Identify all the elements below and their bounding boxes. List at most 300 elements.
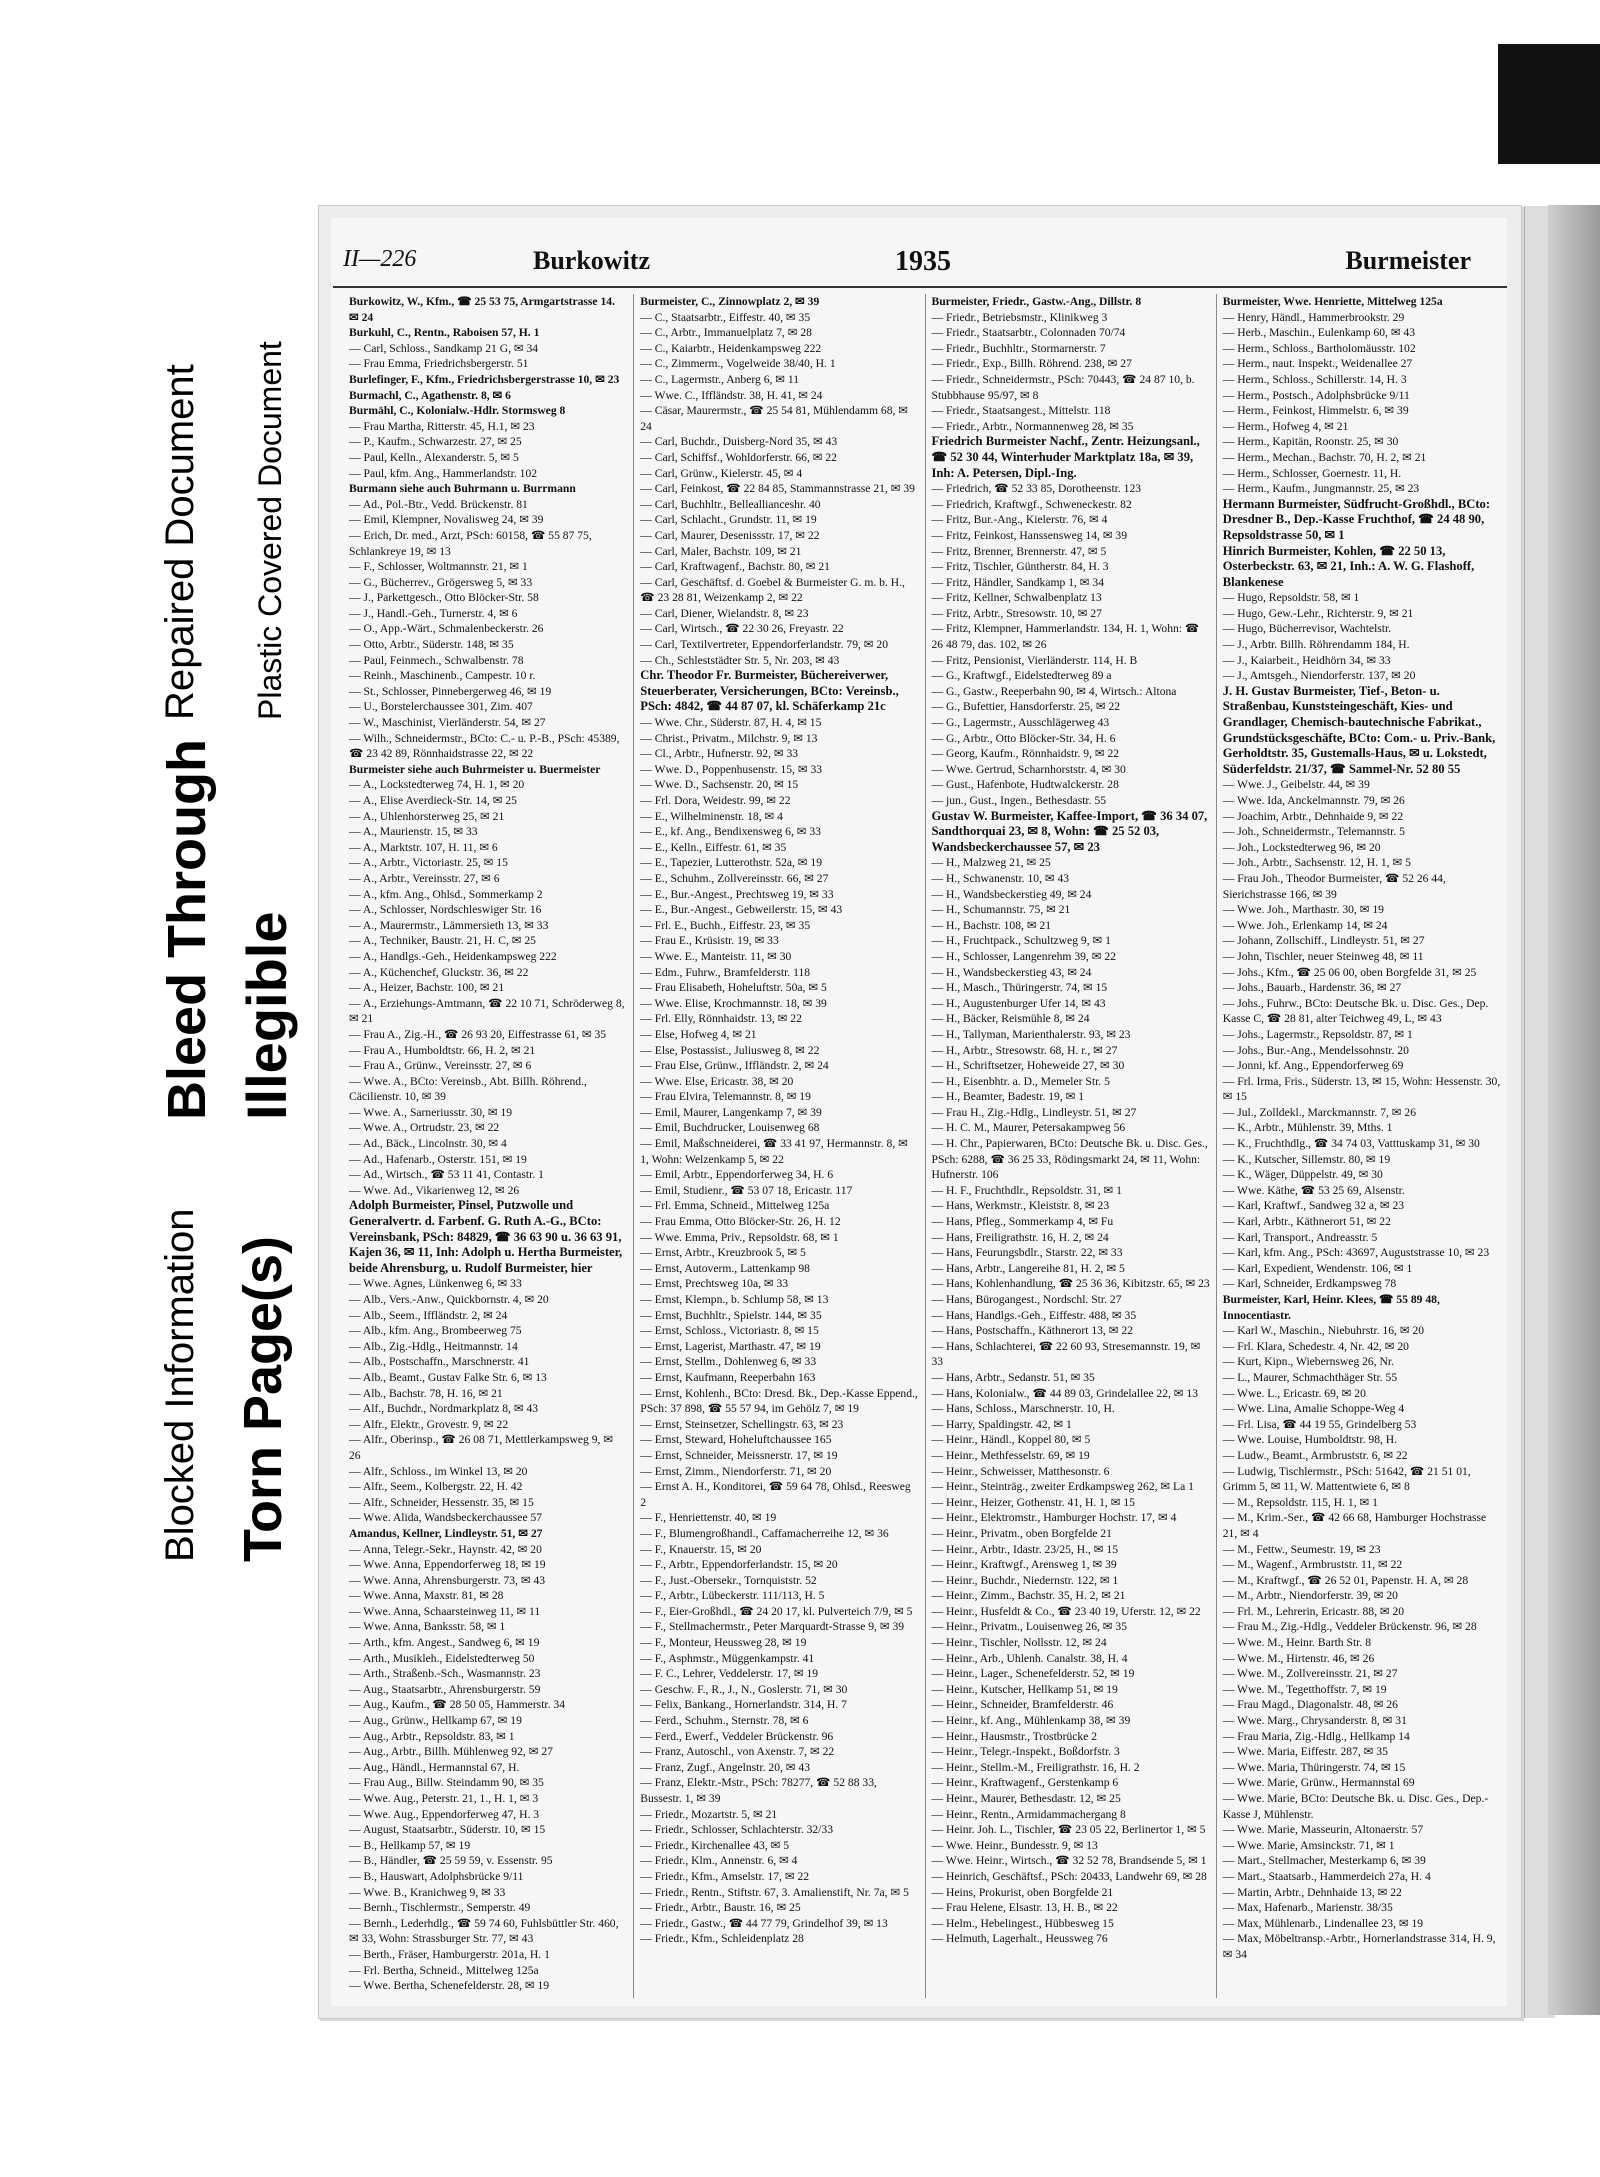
directory-entry: — Heinr., Stellm.-M., Freiligrathstr. 16, H. 2	[931, 1760, 1140, 1774]
directory-entry: — H., Schumannstr. 75, ✉ 21	[931, 903, 1071, 917]
directory-entry: — Hans, Feurungsbdlr., Starstr. 22, ✉ 33	[931, 1246, 1123, 1260]
directory-entry: Burkowitz, W., Kfm., ☎ 25 53 75, Armgartstrasse 14. ✉ 24	[349, 295, 615, 324]
directory-entry: — Carl, Diener, Wielandstr. 8, ✉ 23	[640, 606, 809, 620]
directory-entry: — Frau E., Krüsistr. 19, ✉ 33	[640, 934, 779, 948]
directory-entry: — H., Malzweg 21, ✉ 25	[931, 856, 1051, 870]
directory-entry: — Fritz, Arbtr., Stresowstr. 10, ✉ 27	[931, 606, 1102, 620]
directory-entry: — J., Amtsgeh., Niendorferstr. 137, ✉ 20	[1222, 669, 1416, 683]
directory-entry: — Frl. Emma, Schneid., Mittelweg 125a	[640, 1199, 830, 1213]
directory-entry: — Frau A., Grünw., Vereinsstr. 27, ✉ 6	[349, 1059, 532, 1073]
directory-entry: — Heinr., Privatm., Louisenweg 26, ✉ 35	[931, 1620, 1128, 1634]
directory-entry: — Frau Aug., Billw. Steindamm 90, ✉ 35	[349, 1776, 544, 1790]
directory-page	[318, 205, 1522, 2019]
directory-entry: — F., Blumengroßhandl., Caffamacherreihe 12, ✉ 36	[640, 1526, 889, 1540]
directory-entry: — Heinr., Maurer, Bethesdastr. 12, ✉ 25	[931, 1792, 1121, 1805]
directory-entry: — Ernst A. H., Konditorei, ☎ 59 64 78, Ohlsd., Reesweg 2	[640, 1480, 911, 1509]
directory-entry: — Jul., Zolldekl., Marckmannstr. 7, ✉ 26	[1222, 1105, 1417, 1119]
directory-entry: — Heinr., kf. Ang., Mühlenkamp 38, ✉ 39	[931, 1714, 1131, 1728]
directory-entry: — Heinr., Privatm., oben Borgfelde 21	[931, 1526, 1112, 1540]
directory-entry: — A., Maurermstr., Lämmersieth 13, ✉ 33	[349, 918, 549, 932]
directory-entry: — Wwe. A., Ortrudstr. 23, ✉ 22	[349, 1121, 500, 1135]
directory-entry: — Frau H., Zig.-Hdlg., Lindleystr. 51, ✉ 27	[931, 1105, 1137, 1119]
directory-entry: — Wwe. M., Tegetthoffstr. 7, ✉ 19	[1222, 1682, 1387, 1696]
directory-entry: — K., Kutscher, Sillemstr. 80, ✉ 19	[1222, 1152, 1391, 1166]
directory-entry: — F., Arbtr., Eppendorferlandstr. 15, ✉ 20	[640, 1558, 838, 1572]
directory-entry: — Heinr., Telegr.-Inspekt., Boßdorfstr. 3	[931, 1745, 1120, 1759]
directory-entry: — E., Kelln., Eiffestr. 61, ✉ 35	[640, 840, 787, 854]
directory-entry: — Wwe. Anna, Eppendorferweg 18, ✉ 19	[349, 1558, 546, 1572]
directory-entry: — Wwe. Elise, Krochmannstr. 18, ✉ 39	[640, 996, 827, 1010]
directory-entry: — Frau Helene, Elsastr. 13, H. B., ✉ 22	[931, 1901, 1118, 1915]
directory-entry: — A., Uhlenhorsterweg 25, ✉ 21	[349, 809, 505, 823]
directory-entry: — Alb., Beamt., Gustav Falke Str. 6, ✉ 13	[349, 1370, 547, 1384]
directory-entry: — Frau Else, Grünw., Iffländstr. 2, ✉ 24	[640, 1059, 829, 1073]
directory-entry: — Alfr., Schneider, Hessenstr. 35, ✉ 15	[349, 1495, 534, 1509]
directory-entry: — Helm., Hebelingest., Hübbesweg 15	[931, 1916, 1114, 1930]
directory-entry: — Paul, kfm. Ang., Hammerlandstr. 102	[349, 466, 538, 480]
directory-entry: — Alfr., Oberinsp., ☎ 26 08 71, Mettlerkampsweg 9, ✉ 26	[349, 1433, 614, 1462]
directory-entry: — Herm., Mechan., Bachstr. 70, H. 2, ✉ 21	[1222, 450, 1427, 464]
directory-entry: — A., Küchenchef, Gluckstr. 36, ✉ 22	[349, 965, 529, 979]
directory-entry: — Hans, Bürogangest., Nordschl. Str. 27	[931, 1293, 1122, 1306]
directory-entry: — Fritz, Klempner, Hammerlandstr. 134, H. 1, Wohn: ☎ 26 48 79, das. 102, ✉ 26	[931, 622, 1200, 652]
directory-entry: — jun., Gust., Ingen., Bethesdastr. 55	[931, 794, 1107, 807]
directory-entry: Burkuhl, C., Rentn., Raboisen 57, H. 1	[349, 326, 540, 340]
directory-entry: — Christ., Privatm., Milchstr. 9, ✉ 13	[640, 731, 818, 745]
directory-entry: — Anna, Telegr.-Sekr., Haynstr. 42, ✉ 20	[349, 1542, 542, 1556]
page-reference: II—226	[343, 246, 417, 272]
directory-entry: — Karl, Schneider, Erdkampsweg 78	[1222, 1277, 1397, 1291]
directory-entry: — Heinr., Schneider, Bramfelderstr. 46	[931, 1698, 1114, 1712]
directory-entry: — Friedr., Schlosser, Schlachterstr. 32/33	[640, 1823, 833, 1837]
side-label-repaired-document: Repaired Document	[158, 364, 202, 720]
directory-entry: — John, Tischler, neuer Steinweg 48, ✉ 11	[1222, 949, 1424, 963]
directory-entry: — Hans, Schloss., Marschnerstr. 10, H.	[931, 1402, 1115, 1416]
side-label-plastic-covered-document: Plastic Covered Document	[252, 341, 288, 720]
directory-entry: — A., Heizer, Bachstr. 100, ✉ 21	[349, 981, 505, 995]
directory-entry: — Heinr., Husfeldt & Co., ☎ 23 40 19, Uferstr. 12, ✉ 22	[931, 1604, 1201, 1618]
directory-entry: — Franz, Autoschl., von Axenstr. 7, ✉ 22	[640, 1745, 835, 1759]
directory-entry: — Ernst, Steward, Hoheluftchaussee 165	[640, 1433, 832, 1447]
directory-entry: — Wwe. Lina, Amalie Schoppe-Weg 4	[1222, 1402, 1405, 1416]
directory-entry: — Frl. E., Buchh., Eiffestr. 23, ✉ 35	[640, 918, 811, 932]
directory-entry: — Harry, Spaldingstr. 42, ✉ 1	[931, 1417, 1072, 1431]
directory-entry: — Erich, Dr. med., Arzt, PSch: 60158, ☎ 55 87 75, Schlankreye 19, ✉ 13	[349, 528, 592, 558]
directory-entry: — Frau A., Humboldtstr. 66, H. 2, ✉ 21	[349, 1043, 536, 1057]
directory-entry: — F. C., Lehrer, Veddelerstr. 17, ✉ 19	[640, 1667, 819, 1681]
directory-entry: — Friedr., Rentn., Stiftstr. 67, 3. Amalienstift, Nr. 7a, ✉ 5	[640, 1885, 909, 1899]
directory-entry: — Fritz, Bur.-Ang., Kielerstr. 76, ✉ 4	[931, 513, 1108, 527]
directory-entry: — Max, Hafenarb., Marienstr. 38/35	[1222, 1901, 1393, 1915]
directory-entry: — Wwe. Maria, Eiffestr. 287, ✉ 35	[1222, 1745, 1388, 1759]
scan-dark-edge	[1548, 205, 1600, 2015]
directory-entry: — Heinrich, Geschäftsf., PSch: 20433, Landwehr 69, ✉ 28	[931, 1869, 1207, 1883]
directory-entry: — Berth., Fräser, Hamburgerstr. 201a, H. 1	[349, 1947, 550, 1961]
directory-entry: — Wwe. Marg., Chrysanderstr. 8, ✉ 31	[1222, 1714, 1407, 1728]
header-first-name: Burkowitz	[533, 246, 650, 275]
directory-entry: — Ad., Bäck., Lincolnstr. 30, ✉ 4	[349, 1137, 507, 1151]
directory-entry: — Karl, Expedient, Wendenstr. 106, ✉ 1	[1222, 1261, 1413, 1275]
directory-column-4	[1217, 294, 1507, 1998]
directory-entry: — Wwe. M., Hirtenstr. 46, ✉ 26	[1222, 1651, 1375, 1665]
directory-entry: — Friedr., Kfm., Schleidenplatz 28	[640, 1932, 804, 1946]
directory-entry: — Else, Postassist., Juliusweg 8, ✉ 22	[640, 1043, 820, 1057]
directory-entry: — Arth., kfm. Angest., Sandweg 6, ✉ 19	[349, 1636, 540, 1650]
directory-entry: — Heinr., Schweisser, Matthesonstr. 6	[931, 1464, 1110, 1478]
directory-entry: — Bernh., Lederhdlg., ☎ 59 74 60, Fuhlsbüttler Str. 460, ✉ 33, Wohn: Strassburger Str. 77, ✉ 43	[349, 1916, 619, 1946]
directory-entry: — C., Arbtr., Immanuelplatz 7, ✉ 28	[640, 326, 812, 340]
directory-entry: — F., Schlosser, Woltmannstr. 21, ✉ 1	[349, 560, 528, 574]
directory-entry: — Frau Emma, Friedrichsbergerstr. 51	[349, 357, 529, 371]
directory-entry: — H. F., Fruchthdlr., Repsoldstr. 31, ✉ 1	[931, 1183, 1122, 1197]
directory-entry: — F., Knauerstr. 15, ✉ 20	[640, 1542, 762, 1556]
directory-entry: — Carl, Schloss., Sandkamp 21 G, ✉ 34	[349, 341, 539, 355]
directory-entry: — Hans, Pfleg., Sommerkamp 4, ✉ Fu	[931, 1215, 1114, 1229]
directory-entry: — Fritz, Feinkost, Hanssensweg 14, ✉ 39	[931, 528, 1128, 542]
directory-entry: — H., Bachstr. 108, ✉ 21	[931, 918, 1052, 932]
directory-entry: — Heinr., Buchdr., Niedernstr. 122, ✉ 1	[931, 1573, 1119, 1587]
directory-entry: — Helmuth, Lagerhalt., Heussweg 76	[931, 1932, 1108, 1946]
directory-entry: — Wwe. Marie, Amsinckstr. 71, ✉ 1	[1222, 1838, 1395, 1852]
directory-entry: — A., Arbtr., Vereinsstr. 27, ✉ 6	[349, 871, 500, 885]
directory-entry: — H., Masch., Thüringerstr. 74, ✉ 15	[931, 981, 1108, 995]
directory-entry: — Ernst, Klempn., b. Schlump 58, ✉ 13	[640, 1293, 829, 1306]
directory-entry: — J., Arbtr. Billh. Röhrendamm 184, H.	[1222, 638, 1410, 652]
directory-entry: — Alb., Vers.-Anw., Quickbornstr. 4, ✉ 20	[349, 1293, 549, 1306]
directory-entry: Amandus, Kellner, Lindleystr. 51, ✉ 27	[349, 1526, 543, 1540]
directory-entry: J. H. Gustav Burmeister, Tief-, Beton- u. Straßenbau, Kunststeingeschäft, Kies- und Grandlager, Chemisch-bautechnische Fabrikat., Grundstücksgeschäfte, BCto: Com.- u. Priv.-Bank, Gerholdtstr. 35, Gustemalls-Haus, ✉ u. Lokstedt, Süderfeldstr. 21/37, ☎ Sammel-Nr. 52 80 55	[1222, 683, 1496, 776]
directory-entry: — A., Marktstr. 107, H. 11, ✉ 6	[349, 840, 498, 854]
directory-entry: — Ad., Wirtsch., ☎ 53 11 41, Contastr. 1	[349, 1168, 544, 1182]
directory-entry: — Frl. Lisa, ☎ 44 19 55, Grindelberg 53	[1222, 1417, 1417, 1431]
directory-entry: — Arth., Straßenb.-Sch., Wasmannstr. 23	[349, 1667, 541, 1681]
directory-entry: — Fritz, Händler, Sandkamp 1, ✉ 34	[931, 575, 1105, 589]
directory-entry: — Wwe. Else, Ericastr. 38, ✉ 20	[640, 1074, 794, 1088]
directory-entry: — Wwe. Chr., Süderstr. 87, H. 4, ✉ 15	[640, 716, 822, 730]
directory-entry: — G., Bücherrev., Grögersweg 5, ✉ 33	[349, 575, 533, 589]
directory-entry: — Ch., Schleststädter Str. 5, Nr. 203, ✉ 43	[640, 653, 840, 667]
directory-entry: — Georg, Kaufm., Rönnhaidstr. 9, ✉ 22	[931, 747, 1120, 761]
directory-entry: — Wwe. Heinr., Bundesstr. 9, ✉ 13	[931, 1838, 1098, 1852]
directory-entry: — Wwe. Marie, Masseurin, Altonaerstr. 57	[1222, 1823, 1424, 1837]
directory-entry: — Johs., Lagermstr., Repsoldstr. 87, ✉ 1	[1222, 1027, 1413, 1041]
directory-entry: — Edm., Fuhrw., Bramfelderstr. 118	[640, 965, 811, 979]
directory-entry: — L., Maurer, Schmachthäger Str. 55	[1222, 1370, 1398, 1384]
directory-entry: — B., Hellkamp 57, ✉ 19	[349, 1838, 471, 1852]
directory-entry: — Ernst, Zimm., Niendorferstr. 71, ✉ 20	[640, 1464, 832, 1478]
directory-entry: — Friedr., Klm., Annenstr. 6, ✉ 4	[640, 1854, 798, 1868]
directory-entry: — C., Zimmerm., Vogelweide 38/40, H. 1	[640, 357, 836, 371]
directory-entry: — Carl, Grünw., Kielerstr. 45, ✉ 4	[640, 466, 803, 480]
directory-entry: — J., Parkettgesch., Otto Blöcker-Str. 58	[349, 591, 539, 605]
directory-entry: — Wwe. L., Ericastr. 69, ✉ 20	[1222, 1386, 1366, 1400]
directory-entry: — Karl, Kraftwf., Sandweg 32 a, ✉ 23	[1222, 1199, 1405, 1213]
directory-entry: — Joachim, Arbtr., Dehnhaide 9, ✉ 22	[1222, 809, 1404, 823]
directory-entry: — Frau Elisabeth, Hoheluftstr. 50a, ✉ 5	[640, 981, 827, 995]
directory-entry: — Ad., Pol.-Btr., Vedd. Brückenstr. 81	[349, 497, 528, 511]
directory-entry: — Wwe. A., Sarneriusstr. 30, ✉ 19	[349, 1105, 513, 1119]
directory-entry: — Aug., Arbtr., Billh. Mühlenweg 92, ✉ 27	[349, 1745, 553, 1759]
directory-entry: — Alb., Postschaffn., Marschnerstr. 41	[349, 1355, 530, 1369]
directory-entry: — G., Kraftwgf., Eidelstedterweg 89 a	[931, 669, 1112, 683]
side-label-blocked-information: Blocked Information	[158, 1208, 202, 1562]
directory-entry: — Hans, Werkmstr., Kleiststr. 8, ✉ 23	[931, 1199, 1110, 1213]
directory-entry: — H., Fruchtpack., Schultzweg 9, ✉ 1	[931, 934, 1111, 948]
directory-entry: Burmeister siehe auch Buhrmeister u. Buermeister	[349, 762, 601, 776]
directory-column-1	[343, 294, 634, 1998]
directory-entry: — Carl, Textilvertreter, Eppendorferlandstr. 79, ✉ 20	[640, 638, 889, 652]
header-divider	[333, 286, 1507, 288]
directory-entry: — Heinr., Arbtr., Idastr. 23/25, H., ✉ 15	[931, 1542, 1119, 1556]
directory-entry: — Heinr., Hausmstr., Trostbrücke 2	[931, 1729, 1098, 1743]
directory-entry: — Alb., kfm. Ang., Brombeerweg 75	[349, 1324, 522, 1338]
directory-entry: — H., Augustenburger Ufer 14, ✉ 43	[931, 996, 1106, 1010]
directory-entry: — Heinr., Elektromstr., Hamburger Hochstr. 17, ✉ 4	[931, 1511, 1177, 1525]
directory-entry: — Heinr., Methfesselstr. 69, ✉ 19	[931, 1448, 1090, 1462]
directory-entry: — Paul, Kelln., Alexanderstr. 5, ✉ 5	[349, 450, 519, 464]
directory-entry: — H., Bäcker, Reismühle 8, ✉ 24	[931, 1012, 1090, 1026]
directory-entry: — Wwe. Ida, Anckelmannstr. 79, ✉ 26	[1222, 794, 1405, 807]
directory-entry: — Friedr., Schneidermstr., PSch: 70443, ☎ 24 87 10, b. Stubbhause 95/97, ✉ 8	[931, 372, 1195, 402]
directory-entry: — Frau Joh., Theodor Burmeister, ☎ 52 26 44, Sierichstrasse 166, ✉ 39	[1222, 871, 1446, 901]
directory-entry: — Ernst, Buchhltr., Spielstr. 144, ✉ 35	[640, 1308, 822, 1322]
directory-entry: — J., Kaiarbeit., Heidhörn 34, ✉ 33	[1222, 653, 1391, 667]
directory-entry: — Otto, Arbtr., Süderstr. 148, ✉ 35	[349, 638, 514, 652]
directory-entry: — Carl, Buchhltr., Belleallianceshr. 40	[640, 497, 821, 511]
directory-entry: — Carl, Kraftwagenf., Bachstr. 80, ✉ 21	[640, 560, 830, 574]
directory-entry: — A., Lockstedterweg 74, H. 1, ✉ 20	[349, 778, 525, 792]
directory-entry: — Frau Emma, Otto Blöcker-Str. 26, H. 12	[640, 1215, 841, 1229]
directory-entry: — A., Techniker, Baustr. 21, H. C, ✉ 25	[349, 934, 536, 948]
directory-entry: — B., Hauswart, Adolphsbrücke 9/11	[349, 1869, 524, 1883]
directory-entry: — Wwe. Joh., Marthastr. 30, ✉ 19	[1222, 903, 1384, 917]
directory-entry: — Ernst, Schloss., Victoriastr. 8, ✉ 15	[640, 1324, 819, 1338]
directory-entry: — Alf., Buchdr., Nordmarkplatz 8, ✉ 43	[349, 1402, 539, 1416]
directory-entry: — G., Arbtr., Otto Blöcker-Str. 34, H. 6	[931, 731, 1116, 745]
directory-entry: — Mart., Staatsarb., Hammerdeich 27a, H. 4	[1222, 1869, 1431, 1883]
directory-entry: — H., Schwanenstr. 10, ✉ 43	[931, 871, 1070, 885]
directory-entry: — Herm., naut. Inspekt., Weidenallee 27	[1222, 357, 1413, 371]
directory-entry: — St., Schlosser, Pinnebergerweg 46, ✉ 19	[349, 684, 552, 698]
directory-entry: — Friedr., Mozartstr. 5, ✉ 21	[640, 1807, 778, 1821]
directory-entry: — Ernst, Prechtsweg 10a, ✉ 33	[640, 1277, 789, 1291]
directory-entry: — Johs., Bur.-Ang., Mendelssohnstr. 20	[1222, 1043, 1409, 1057]
directory-entry: Burmann siehe auch Buhrmann u. Burrmann	[349, 482, 576, 496]
directory-entry: — G., Gastw., Reeperbahn 90, ✉ 4, Wirtsch.: Altona	[931, 684, 1177, 698]
directory-entry: — Hans, Postschaffn., Käthnerort 13, ✉ 22	[931, 1324, 1133, 1338]
directory-entry: — Karl, kfm. Ang., PSch: 43697, Auguststrasse 10, ✉ 23	[1222, 1246, 1490, 1260]
directory-entry: — Herm., Hofweg 4, ✉ 21	[1222, 419, 1349, 433]
directory-entry: Burlefinger, F., Kfm., Friedrichsbergerstrasse 10, ✉ 23	[349, 372, 620, 386]
directory-entry: Chr. Theodor Fr. Burmeister, Büchereiverwer, Steuerberater, Versicherungen, BCto: Vereinsb., PSch: 4842, ☎ 44 87 07, kl. Schäferkamp 21c	[640, 668, 899, 714]
directory-entry: — Ferd., Ewerf., Veddeler Brückenstr. 96	[640, 1729, 834, 1743]
directory-entry: — H., Wandsbeckerstieg 49, ✉ 24	[931, 887, 1092, 901]
directory-entry: — Friedr., Betriebsmstr., Klinikweg 3	[931, 310, 1108, 324]
directory-entry: — Kurt, Kipn., Wiebernsweg 26, Nr.	[1222, 1355, 1395, 1369]
directory-entry: — Emil, Studienr., ☎ 53 07 18, Ericastr. 117	[640, 1183, 853, 1197]
directory-entry: — H., Beamter, Badestr. 19, ✉ 1	[931, 1090, 1085, 1104]
directory-entry: — E., Tapezier, Lutterothstr. 52a, ✉ 19	[640, 856, 823, 870]
directory-entry: — Johs., Fuhrw., BCto: Deutsche Bk. u. Disc. Ges., Dep. Kasse C, ☎ 28 81, alter Teichweg 49, L, ✉ 43	[1222, 996, 1489, 1026]
directory-entry: — F., Monteur, Heussweg 28, ✉ 19	[640, 1636, 807, 1650]
directory-entry: — Friedr., Kirchenallee 43, ✉ 5	[640, 1838, 790, 1852]
directory-entry: Hermann Burmeister, Südfrucht-Großhdl., BCto: Dresdner B., Dep.-Kasse Fruchthof, ☎ 24 48 90, Repsoldstrasse 50, ✉ 1	[1222, 496, 1491, 542]
directory-entry: Burmeister, Karl, Heinr. Klees, ☎ 55 89 48, Innocentiastr.	[1222, 1293, 1440, 1322]
directory-entry: — Ernst, Autoverm., Lattenkamp 98	[640, 1261, 810, 1275]
directory-entry: Gustav W. Burmeister, Kaffee-Import, ☎ 36 34 07, Sandthorquai 23, ✉ 8, Wohn: ☎ 25 52 03, Wandsbeckerchaussee 57, ✉ 23	[931, 808, 1208, 854]
directory-entry: — Herm., Kapitän, Roonstr. 25, ✉ 30	[1222, 435, 1399, 449]
directory-entry: — Hugo, Gew.-Lehr., Richterstr. 9, ✉ 21	[1222, 606, 1414, 620]
directory-entry: — Wwe. Anna, Banksstr. 58, ✉ 1	[349, 1620, 506, 1634]
directory-entry: — Hans, Kolonialw., ☎ 44 89 03, Grindelallee 22, ✉ 13	[931, 1386, 1199, 1400]
directory-entry: — Wwe. D., Poppenhusenstr. 15, ✉ 33	[640, 762, 823, 776]
directory-entry: — Wwe. C., Iffländstr. 38, H. 41, ✉ 24	[640, 388, 823, 402]
directory-entry: — Friedr., Kfm., Amselstr. 17, ✉ 22	[640, 1869, 810, 1883]
directory-entry: — Heinr., Rentn., Armidammachergang 8	[931, 1807, 1126, 1821]
directory-entry: — Heinr., Steinträg., zweiter Erdkampsweg 262, ✉ La 1	[931, 1480, 1194, 1494]
directory-entry: — Frau Martha, Ritterstr. 45, H.1, ✉ 23	[349, 419, 535, 433]
directory-entry: — J., Handl.-Geh., Turnerstr. 4, ✉ 6	[349, 606, 518, 620]
directory-entry: — Frau Maria, Zig.-Hdlg., Hellkamp 14	[1222, 1729, 1410, 1743]
directory-entry: — Hans, Freiligrathstr. 16, H. 2, ✉ 24	[931, 1230, 1109, 1244]
directory-entry: — Hugo, Bücherrevisor, Wachtelstr.	[1222, 622, 1392, 636]
directory-entry: — Wwe. Heinr., Wirtsch., ☎ 32 52 78, Brandsende 5, ✉ 1	[931, 1854, 1207, 1868]
directory-entry: Friedrich Burmeister Nachf., Zentr. Heizungsanl., ☎ 52 30 44, Winterhuder Marktplatz 18a, ✉ 39, Inh: A. Petersen, Dipl.-Ing.	[931, 434, 1200, 480]
directory-entry: — Friedr., Staatsangest., Mittelstr. 118	[931, 404, 1111, 418]
directory-entry: — Ernst, Kaufmann, Reeperbahn 163	[640, 1370, 816, 1384]
directory-entry: — M., Krim.-Ser., ☎ 42 66 68, Hamburger Hochstrasse 21, ✉ 4	[1222, 1511, 1487, 1540]
directory-entry: — Frl. Klara, Schedestr. 4, Nr. 42, ✉ 20	[1222, 1339, 1409, 1353]
directory-entry: — Jonni, kf. Ang., Eppendorferweg 69	[1222, 1059, 1404, 1073]
directory-entry: — A., Maurienstr. 15, ✉ 33	[349, 825, 478, 839]
directory-entry: — Ernst, Schneider, Meissnerstr. 17, ✉ 19	[640, 1448, 838, 1462]
directory-entry: — C., Lagermstr., Anberg 6, ✉ 11	[640, 372, 800, 386]
directory-entry: — Paul, Feinmech., Schwalbenstr. 78	[349, 653, 524, 667]
directory-entry: — Wwe. Anna, Ahrensburgerstr. 73, ✉ 43	[349, 1573, 546, 1587]
directory-entry: — Friedr., Gastw., ☎ 44 77 79, Grindelhof 39, ✉ 13	[640, 1916, 888, 1930]
directory-entry: — Herm., Kaufm., Jungmannstr. 25, ✉ 23	[1222, 482, 1420, 496]
directory-entry: — Felix, Bankang., Hornerlandstr. 314, H. 7	[640, 1698, 847, 1712]
directory-entry: — Frau A., Zig.-H., ☎ 26 93 20, Eiffestrasse 61, ✉ 35	[349, 1027, 607, 1041]
directory-entry: — M., Kraftwgf., ☎ 26 52 01, Papenstr. H. A, ✉ 28	[1222, 1573, 1469, 1587]
directory-entry: Burmeister, C., Zinnowplatz 2, ✉ 39	[640, 295, 820, 308]
directory-entry: — H., Schriftsetzer, Hoheweide 27, ✉ 30	[931, 1059, 1125, 1073]
directory-entry: — K., Wäger, Düppelstr. 49, ✉ 30	[1222, 1168, 1383, 1182]
directory-entry: — F., Arbtr., Lübeckerstr. 111/113, H. 5	[640, 1589, 825, 1603]
directory-entry: — Alb., Seem., Iffländstr. 2, ✉ 24	[349, 1308, 508, 1322]
directory-entry: — Frau Elvira, Telemannstr. 8, ✉ 19	[640, 1090, 811, 1104]
directory-entry: — Martin, Arbtr., Dehnhaide 13, ✉ 22	[1222, 1885, 1402, 1899]
directory-entry: — Fritz, Kellner, Schwalbenplatz 13	[931, 591, 1102, 605]
directory-entry: — Johann, Zollschiff., Lindleystr. 51, ✉ 27	[1222, 934, 1425, 948]
directory-entry: — H. Chr., Papierwaren, BCto: Deutsche Bk. u. Disc. Ges., PSch: 6288, ☎ 36 25 33, Rödingsmarkt 24, ✉ 11, Wohn: Hufnerstr. 106	[931, 1137, 1208, 1182]
directory-entry: — E., kf. Ang., Bendixensweg 6, ✉ 33	[640, 825, 821, 839]
directory-entry: — B., Händler, ☎ 25 59 59, v. Essenstr. 95	[349, 1854, 553, 1868]
directory-entry: — Friedr., Buchhltr., Stormarnerstr. 7	[931, 341, 1106, 355]
directory-column-3	[926, 294, 1217, 1998]
directory-entry: — Ludwig, Tischlermstr., PSch: 51642, ☎ 21 51 01, Grimm 5, ✉ 11, W. Mattentwiete 6, ✉ 8	[1222, 1464, 1471, 1494]
directory-entry: — Friedr., Arbtr., Baustr. 16, ✉ 25	[640, 1901, 801, 1915]
directory-entry: — E., Bur.-Angest., Prechtsweg 19, ✉ 33	[640, 887, 834, 901]
directory-entry: — Friedr., Staatsarbtr., Colonnaden 70/74	[931, 326, 1126, 340]
directory-entry: — Heinr. Joh. L., Tischler, ☎ 23 05 22, Berlinertor 1, ✉ 5	[931, 1823, 1206, 1837]
directory-entry: — Joh., Arbtr., Sachsenstr. 12, H. 1, ✉ 5	[1222, 856, 1411, 870]
directory-entry: — Hans, Handlgs.-Geh., Eiffestr. 488, ✉ 35	[931, 1308, 1137, 1322]
directory-entry: — Heinr., Kutscher, Hellkamp 51, ✉ 19	[931, 1682, 1118, 1696]
directory-entry: — M., Repsoldstr. 115, H. 1, ✉ 1	[1222, 1495, 1378, 1509]
directory-entry: — Ernst, Arbtr., Kreuzbrook 5, ✉ 5	[640, 1246, 806, 1260]
header-year: 1935	[895, 246, 951, 277]
directory-entry: Adolph Burmeister, Pinsel, Putzwolle und Generalvertr. d. Farbenf. G. Ruth A.-G., BCto: Vereinsbank, PSch: 84829, ☎ 36 63 90 u. 36 63 91, Kajen 36, ✉ 11, Inh: Adolph u. Hertha Burmeister, beide Ahrensburg, u. Rudolf Burmeister, hier	[349, 1198, 623, 1275]
directory-entry: — P., Kaufm., Schwarzestr. 27, ✉ 25	[349, 435, 522, 449]
directory-entry: — Wwe. Anna, Schaarsteinweg 11, ✉ 11	[349, 1604, 541, 1618]
directory-entry: — C., Kaiarbtr., Heidenkampsweg 222	[640, 341, 822, 355]
directory-entry: — A., Handlgs.-Geh., Heidenkampsweg 222	[349, 949, 557, 963]
directory-entry: — H. C. M., Maurer, Petersakampweg 56	[931, 1121, 1126, 1135]
directory-entry: — Carl, Schlacht., Grundstr. 11, ✉ 19	[640, 513, 817, 527]
directory-entry: — M., Wagenf., Armbruststr. 11, ✉ 22	[1222, 1558, 1403, 1572]
directory-entry: — Wwe. Alida, Wandsbeckerchaussee 57	[349, 1511, 543, 1525]
directory-entry: — Hans, Arbtr., Langereihe 81, H. 2, ✉ 5	[931, 1261, 1125, 1275]
directory-entry: — Wwe. M., Heinr. Barth Str. 8	[1222, 1636, 1371, 1650]
directory-entry: — Else, Hofweg 4, ✉ 21	[640, 1027, 757, 1041]
directory-entry: — Friedrich, Kraftwgf., Schweneckestr. 82	[931, 497, 1132, 511]
directory-entry: Burmeister, Wwe. Henriette, Mittelweg 125a	[1222, 295, 1443, 308]
directory-entry: — A., Erziehungs-Amtmann, ☎ 22 10 71, Schröderweg 8, ✉ 21	[349, 996, 625, 1026]
directory-entry: — Wwe. D., Sachsenstr. 20, ✉ 15	[640, 778, 799, 792]
directory-entry: — Wilh., Schneidermstr., BCto: C.- u. P.-B., PSch: 45389, ☎ 23 42 89, Rönnhaidstrasse 22, ✉ 22	[349, 731, 620, 761]
directory-entry: — K., Fruchthdlg., ☎ 34 74 03, Vatttuskamp 31, ✉ 30	[1222, 1137, 1480, 1151]
directory-entry: — Herm., Schloss., Bartholomäusstr. 102	[1222, 341, 1416, 355]
directory-entry: — Johs., Bauarb., Hardenstr. 36, ✉ 27	[1222, 981, 1402, 995]
directory-entry: — Frl. Bertha, Schneid., Mittelweg 125a	[349, 1963, 539, 1977]
directory-entry: — Carl, Schiffsf., Wohldorferstr. 66, ✉ 22	[640, 450, 837, 464]
directory-entry: — Frl. Dora, Weidestr. 99, ✉ 22	[640, 794, 791, 807]
directory-entry: — H., Eisenbhtr. a. D., Memeler Str. 5	[931, 1074, 1110, 1088]
directory-entry: — Wwe. B., Kranichweg 9, ✉ 33	[349, 1885, 506, 1899]
directory-entry: — Hugo, Repsoldstr. 58, ✉ 1	[1222, 591, 1360, 605]
directory-entry: — Heinr., Arb., Uhlenh. Canalstr. 38, H. 4	[931, 1651, 1128, 1665]
directory-entry: — H., Schlosser, Langenrehm 39, ✉ 22	[931, 949, 1116, 963]
directory-entry: — A., kfm. Ang., Ohlsd., Sommerkamp 2	[349, 887, 543, 901]
directory-entry: — G., Lagermstr., Ausschlägerweg 43	[931, 716, 1110, 730]
directory-entry: — Wwe. Louise, Humboldtstr. 98, H.	[1222, 1433, 1398, 1447]
directory-entry: — Gust., Hafenbote, Hudtwalckerstr. 28	[931, 778, 1119, 792]
directory-entry: — Hans, Kohlenhandlung, ☎ 25 36 36, Kibitzstr. 65, ✉ 23	[931, 1277, 1210, 1291]
directory-entry: — Max, Mühlenarb., Lindenallee 23, ✉ 19	[1222, 1916, 1424, 1930]
directory-entry: — Joh., Schneidermstr., Telemannstr. 5	[1222, 825, 1405, 839]
directory-entry: — Wwe. Joh., Erlenkamp 14, ✉ 24	[1222, 918, 1388, 932]
directory-entry: — Herb., Maschin., Eulenkamp 60, ✉ 43	[1222, 326, 1416, 340]
scan-dark-corner	[1498, 44, 1600, 164]
directory-entry: — Heinr., Heizer, Gothenstr. 41, H. 1, ✉ 15	[931, 1495, 1135, 1509]
directory-entry: — Carl, Feinkost, ☎ 22 84 85, Stammannstrasse 21, ✉ 39	[640, 482, 915, 496]
directory-entry: — Alb., Zig.-Hdlg., Heitmannstr. 14	[349, 1339, 518, 1353]
directory-entry: — Ernst, Steinsetzer, Schellingstr. 63, ✉ 23	[640, 1417, 844, 1431]
directory-entry: — F., Asphmstr., Müggenkampstr. 41	[640, 1651, 815, 1665]
directory-entry: — Fritz, Tischler, Güntherstr. 84, H. 3	[931, 560, 1109, 574]
directory-entry: — A., Arbtr., Victoriastr. 25, ✉ 15	[349, 856, 508, 870]
directory-entry: — Herm., Schlosser, Goernestr. 11, H.	[1222, 466, 1402, 480]
directory-entry: — Heinr., Tischler, Nollsstr. 12, ✉ 24	[931, 1636, 1107, 1650]
directory-entry: — C., Staatsarbtr., Eiffestr. 40, ✉ 35	[640, 310, 811, 324]
directory-entry: — O., App.-Wärt., Schmalenbeckerstr. 26	[349, 622, 544, 636]
directory-entry: — Joh., Lockstedterweg 96, ✉ 20	[1222, 840, 1381, 854]
directory-entry: — Geschw. F., R., J., N., Goslerstr. 71, ✉ 30	[640, 1682, 848, 1696]
directory-entry: — Carl, Wirtsch., ☎ 22 30 26, Freyastr. 22	[640, 622, 844, 636]
directory-entry: — Alfr., Schloss., im Winkel 13, ✉ 20	[349, 1464, 528, 1478]
directory-entry: Burmähl, C., Kolonialw.-Hdlr. Stormsweg 8	[349, 404, 566, 418]
